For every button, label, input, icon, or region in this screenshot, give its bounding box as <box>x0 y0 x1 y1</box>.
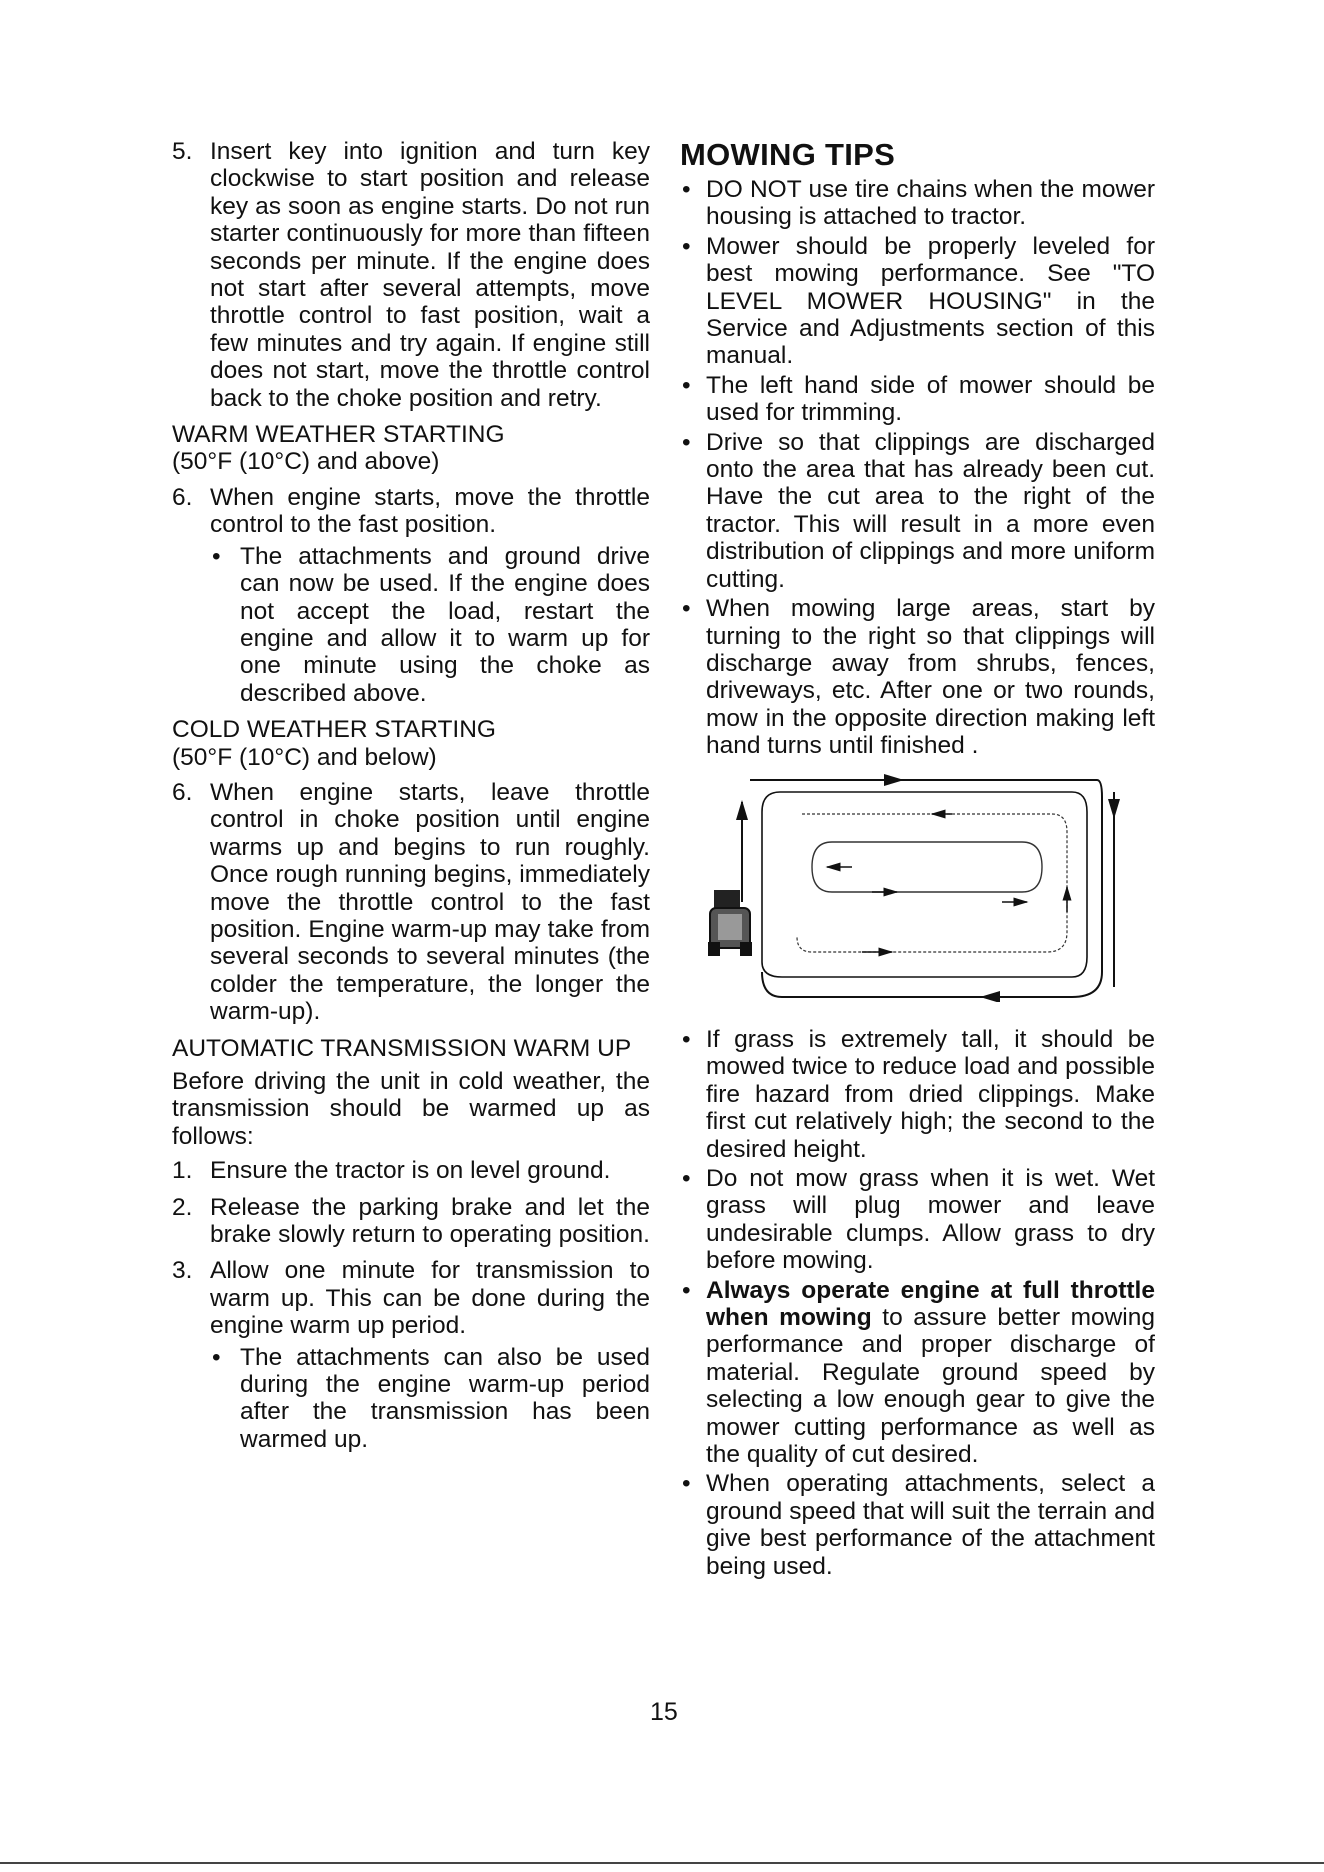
tip-item <box>680 176 1155 231</box>
step-text: Allow one minute for transmission to warm up. This can be done during the engine warm up period. <box>210 1257 650 1340</box>
tractor-icon <box>708 890 752 956</box>
auto-transmission-intro: Before driving the unit in cold weather, the transmission should be warmed up as follows: <box>172 1068 650 1150</box>
auto-bullet <box>210 1344 650 1454</box>
tip-item <box>680 1470 1155 1580</box>
right-column <box>680 138 1155 1582</box>
bullet-dot: • <box>682 595 691 623</box>
tip-text: Drive so that clippings are discharged onto the area that has already been cut. Have the cut area to the right of the tractor. This will result in a more even distribution of clippings and more uniform cutting. <box>706 428 1155 593</box>
step-number: 1. <box>172 1157 193 1185</box>
tip-emphasis: Always operate engine at full throttle when mowing <box>706 1276 1155 1331</box>
bullet-dot: • <box>682 1470 691 1498</box>
cold-step-6 <box>172 779 650 1026</box>
tip-item <box>680 1026 1155 1163</box>
bullet-text: The attachments can also be used during the engine warm-up period after the transmission has been warmed up. <box>240 1343 650 1453</box>
bullet-text: The attachments and ground drive can now be used. If the engine does not accept the load, restart the engine and allow it to warm up for one minute using the choke as described above. <box>240 542 650 707</box>
auto-step-2 <box>172 1194 650 1249</box>
step-text: Ensure the tractor is on level ground. <box>210 1157 611 1185</box>
tip-text: DO NOT use tire chains when the mower housing is attached to tractor. <box>706 176 1155 231</box>
bullet-dot: • <box>212 542 221 570</box>
inner-mowing-path-1 <box>797 814 1067 952</box>
step-5 <box>172 138 650 412</box>
warm-step-6 <box>172 484 650 539</box>
bullet-dot: • <box>682 371 691 399</box>
step-text: When engine starts, leave throttle control in choke position until engine warms up and begins to run roughly. Once rough running begins, immediately move the throttle control to the fast position. Engine warm-up may take from several seconds to several minutes (the colder the temperature, the longer the warm-up). <box>210 778 650 1026</box>
page-number: 15 <box>650 1698 678 1726</box>
warm-weather-heading: WARM WEATHER STARTING <box>172 421 505 449</box>
step-text: Insert key into ignition and turn key clockwise to start position and release key as soon as engine starts. Do not run starter continuously for more than fifteen seconds per minute. If the engine does not start after several attempts, move throttle control to fast position, wait a few minutes and try again. If engine still does not start, move the throttle control back to the choke position and retry. <box>210 138 650 412</box>
cold-weather-temp: (50°F (10°C) and below) <box>172 743 437 771</box>
step-number: 3. <box>172 1257 193 1285</box>
step-text: Release the parking brake and let the brake slowly return to operating position. <box>210 1193 650 1249</box>
tip-item <box>680 1165 1155 1275</box>
tip-text: When mowing large areas, start by turning to the right so that clippings will discharge away from shrubs, fences, driveways, etc. After one or two rounds, mow in the opposite direction making left hand turns until finished . <box>706 595 1155 760</box>
step-number: 2. <box>172 1193 193 1221</box>
bullet-dot: • <box>682 1276 691 1304</box>
tip-text <box>706 1277 1155 1469</box>
step-number: 6. <box>172 483 193 511</box>
tip-item <box>680 595 1155 759</box>
mowing-tips-title: MOWING TIPS <box>680 137 896 172</box>
tip-item <box>680 372 1155 427</box>
step-text: When engine starts, move the throttle control to the fast position. <box>210 483 650 539</box>
tip-text-rest: to assure better mowing performance and proper discharge of material. Regulate ground speed by selecting a low enough gear to give the mower cutting performance as well as the quality of cut desired. <box>706 1304 1155 1469</box>
bullet-dot: • <box>682 1025 691 1053</box>
left-column <box>172 138 650 1462</box>
bullet-dot: • <box>682 232 691 260</box>
bullet-dot: • <box>682 428 691 456</box>
step-number: 6. <box>172 778 193 806</box>
tip-text: The left hand side of mower should be used for trimming. <box>706 371 1155 427</box>
warm-bullet <box>210 543 650 707</box>
auto-step-3 <box>172 1257 650 1339</box>
mowing-pattern-diagram <box>702 772 1120 1002</box>
tip-item-full-throttle <box>680 1277 1155 1469</box>
bullet-dot: • <box>682 176 691 203</box>
bullet-dot: • <box>682 1164 691 1192</box>
tip-item <box>680 233 1155 370</box>
tip-item <box>680 429 1155 593</box>
outer-mowing-path <box>750 780 1102 997</box>
step-number: 5. <box>172 138 193 165</box>
auto-step-1 <box>172 1157 650 1184</box>
bullet-dot: • <box>212 1343 221 1371</box>
warm-weather-temp: (50°F (10°C) and above) <box>172 448 440 476</box>
tip-text: If grass is extremely tall, it should be mowed twice to reduce load and possible fire hazard from dried clippings. Make first cut relatively high; the second to the desired height. <box>706 1025 1155 1163</box>
tip-text: Mower should be properly leveled for best mowing performance. See "TO LEVEL MOWER HOUSING" in the Service and Adjustments section of this manual. <box>706 232 1155 370</box>
tip-text: When operating attachments, select a ground speed that will suit the terrain and give best performance of the attachment being used. <box>706 1470 1155 1580</box>
auto-transmission-heading: AUTOMATIC TRANSMISSION WARM UP <box>172 1034 632 1062</box>
cold-weather-heading: COLD WEATHER STARTING <box>172 716 496 744</box>
tip-text: Do not mow grass when it is wet. Wet grass will plug mower and leave undesirable clumps. Allow grass to dry before mowing. <box>706 1164 1155 1275</box>
bottom-rule <box>0 1862 1324 1864</box>
